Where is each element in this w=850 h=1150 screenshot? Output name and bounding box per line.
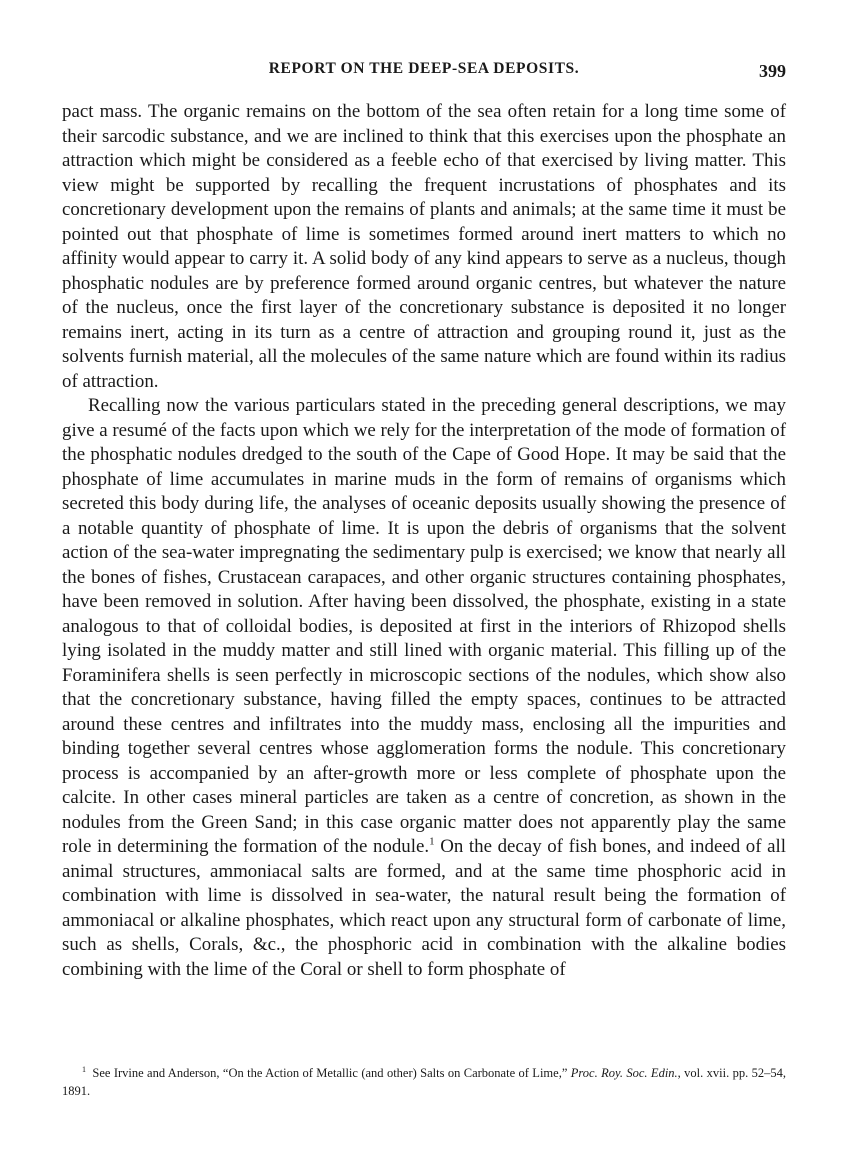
footnote-text: See Irvine and Anderson, “On the Action of Metallic (and other) Salts on Carbonate of Lime,” <box>92 1066 568 1080</box>
running-title: REPORT ON THE DEEP-SEA DEPOSITS. <box>268 60 580 77</box>
footnote-journal: Proc. Roy. Soc. Edin. <box>570 1066 678 1080</box>
footnote-reference[interactable]: 1 <box>429 835 435 848</box>
paragraph-continued: pact mass. The organic remains on the bottom of the sea often retain for a long time some of their sarcodic substance, and we are inclined to think that this exercises upon the phosphate an attraction which might be considered as a feeble echo of that exercised by living matter. This view might be supported by recalling the frequent incrustations of phosphates and its concretionary development upon the remains of plants and animals; at the same time it must be pointed out that phosphate of lime is sometimes formed around inert matters to which no affinity would appear to carry it. A solid body of any kind appears to serve as a nucleus, though phosphatic nodules are by preference formed around organic centres, but whatever the nature of the nucleus, once the first layer of the concretionary substance is deposited it no longer remains inert, acting in its turn as a centre of attraction and grouping round it, just as the solvents furnish material, all the molecules of the same nature which are found within its radius of attraction. <box>62 101 786 392</box>
body-text <box>62 100 786 982</box>
paragraph-resume-continuation: On the decay of fish bones, and indeed of all animal structures, ammoniacal salts are formed, and at the same time phosphoric acid in combination with lime is dissolved in sea-water, the natural result being the formation of ammoniacal or alkaline phosphates, which react upon any structural form of carbonate of lime, such as shells, Corals, &c., the phosphoric acid in combination with the alkaline bodies combining with the lime of the Coral or shell to form phosphate of <box>62 836 786 980</box>
page-number: 399 <box>759 61 786 81</box>
paragraph-resume-text: Recalling now the various particulars stated in the preceding general descriptions, we may give a resumé of the facts upon which we rely for the interpretation of the mode of formation of the phosphatic nodules dredged to the south of the Cape of Good Hope. It may be said that the phosphate of lime accumulates in marine muds in the form of remains of organisms which secreted this body during life, the analyses of oceanic deposits usually showing the presence of a notable quantity of phosphate of lime. It is upon the debris of organisms that the solvent action of the sea-water impregnating the sedimentary pulp is exercised; we know that nearly all the bones of fishes, Crustacean carapaces, and other organic structures containing phosphates, have been removed in solution. After having been dissolved, the phosphate, existing in a state analogous to that of colloidal bodies, is deposited at first in the interiors of Rhizopod shells lying isolated in the muddy matter and still lined with organic material. This filling up of the Foraminifera shells is seen perfectly in microscopic sections of the nodules, which show also that the concretionary substance, having filled the empty spaces, continues to be attracted around these centres and infiltrates into the muddy mass, enclosing all the impurities and binding together several centres whose agglomeration forms the nodule. This concretionary process is accompanied by an after-growth more or less complete of phosphate upon the calcite. In other cases mineral particles are taken as a centre of concretion, as shown in the nodules from the Green Sand; in this case organic matter does not apparently play the same role in determining the formation of the nodule. <box>62 395 786 857</box>
footnote-citation: , vol. xvii. pp. 52–54, 1891. <box>62 1066 787 1098</box>
footnote <box>62 1064 786 1100</box>
footnote-marker: 1 <box>82 1064 86 1074</box>
page-header <box>62 60 786 88</box>
paragraph-resume <box>62 394 786 982</box>
